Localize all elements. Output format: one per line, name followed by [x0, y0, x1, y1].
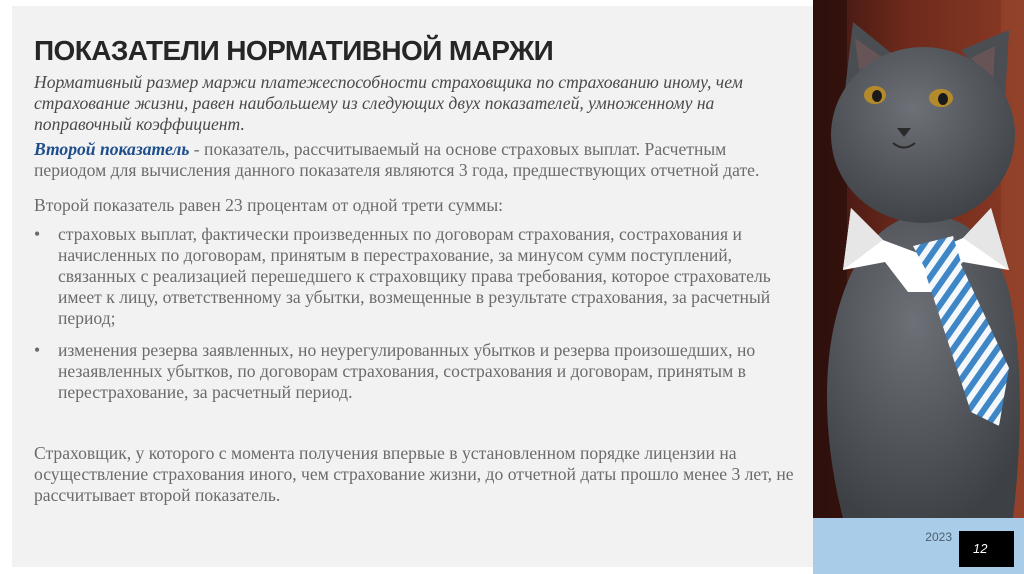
slide-title: ПОКАЗАТЕЛИ НОРМАТИВНОЙ МАРЖИ: [34, 35, 554, 66]
page-number: 12: [973, 541, 988, 556]
bullet-item-reserves: • изменения резерва заявленных, но неурегулированных убытков и резерва произошедших, но незаявленных убытков, по договорам страхования, сострахования и договорам, принятым в перестрахование, за расчетный период.: [34, 340, 802, 403]
page-number-box: [959, 531, 1014, 567]
footer-year: 2023: [925, 530, 952, 544]
second-indicator-definition: - показатель, рассчитываемый на основе страховых выплат. Расчетным периодом для вычисления данного показателя являются 3 года, предшествующих отчетной дате.: [34, 139, 760, 180]
second-indicator-term: Второй показатель: [34, 139, 190, 159]
final-paragraph: Страховщик, у которого с момента получения впервые в установленном порядке лицензии на осуществление страхования иного, чем страхование жизни, до отчетной даты прошло менее 3 лет, не рассчитывает второй показатель.: [34, 443, 794, 505]
cat-in-tie-photo: [813, 0, 1024, 518]
second-indicator-formula-paragraph: Второй показатель равен 23 процентам от одной трети суммы:: [34, 195, 504, 215]
slide-body: [34, 72, 802, 506]
intro-paragraph: Нормативный размер маржи платежеспособности страховщика по страхованию иному, чем страхование жизни, равен наибольшему из следующих двух показателей, умноженному на поправочный коэффициент.: [34, 72, 743, 134]
second-indicator-paragraph: [34, 139, 802, 181]
bullet-list: [34, 224, 802, 403]
bullet-item-payments: • страховых выплат, фактически произведенных по договорам страхования, сострахования и начисленных по договорам, принятым в перестрахование, за минусом сумм поступлений, связанных с реализацией перешедшего к страховщику права требования, которое страхователь имеет к лицу, ответственному за убытки, возмещенные в результате страхования, за расчетный период;: [34, 224, 802, 329]
